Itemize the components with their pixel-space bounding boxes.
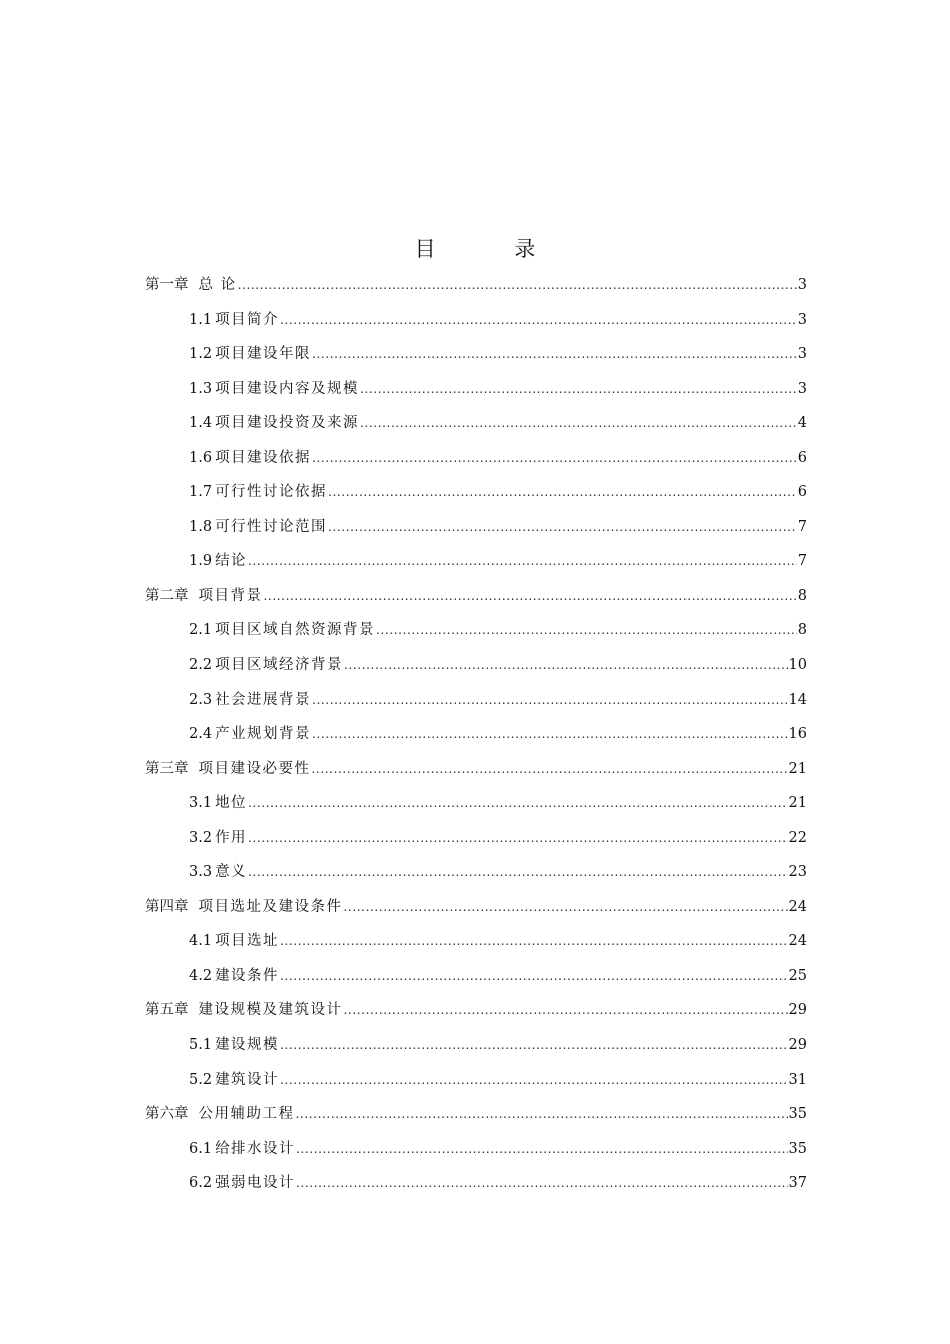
- toc-entry-number: 6.2: [189, 1175, 213, 1192]
- toc-entry-label: [189, 648, 343, 683]
- toc-entry-label: [189, 959, 279, 994]
- toc-entry-number: 1.1: [189, 311, 213, 328]
- toc-dot-leader: [248, 821, 787, 856]
- toc-section-entry[interactable]: [145, 1132, 807, 1167]
- toc-entry-number: 1.8: [189, 518, 213, 535]
- toc-page-number: 16: [788, 726, 807, 743]
- toc-dot-leader: [238, 268, 797, 303]
- toc-entry-number: 3.3: [189, 864, 213, 881]
- toc-entry-title: 意义: [215, 864, 248, 881]
- toc-page-number: 8: [797, 587, 807, 604]
- toc-page-number: 6: [797, 449, 807, 466]
- toc-entry-number: 4.1: [189, 933, 213, 950]
- toc-entry-title: 项目建设年限: [215, 346, 312, 363]
- toc-page-number: 14: [788, 691, 807, 708]
- toc-dot-leader: [296, 1097, 788, 1132]
- toc-entry-label: [189, 475, 327, 510]
- toc-entry-number: 4.2: [189, 967, 213, 984]
- toc-dot-leader: [312, 752, 788, 787]
- toc-page-number: 21: [788, 760, 807, 777]
- toc-entry-number: 5.1: [189, 1037, 213, 1054]
- toc-entry-number: 1.6: [189, 449, 213, 466]
- toc-dot-leader: [280, 1063, 787, 1098]
- toc-dot-leader: [360, 372, 797, 407]
- toc-section-entry[interactable]: [145, 406, 807, 441]
- toc-dot-leader: [280, 924, 787, 959]
- toc-entry-label: [189, 613, 375, 648]
- toc-page-number: 35: [788, 1106, 807, 1123]
- toc-entry-title: 项目建设内容及规模: [215, 380, 360, 397]
- toc-entry-title: 项目建设投资及来源: [215, 415, 360, 432]
- toc-entry-title: 作用: [215, 829, 248, 846]
- toc-section-entry[interactable]: [145, 544, 807, 579]
- toc-page-number: 35: [788, 1140, 807, 1157]
- toc-dot-leader: [264, 579, 797, 614]
- toc-entry-label: [145, 579, 263, 614]
- toc-dot-leader: [360, 406, 797, 441]
- toc-entry-label: [145, 268, 237, 303]
- toc-entry-label: [189, 821, 247, 856]
- toc-entry-number: 2.2: [189, 657, 213, 674]
- toc-page-number: 29: [788, 1037, 807, 1054]
- toc-section-entry[interactable]: [145, 510, 807, 545]
- toc-entry-title: 项目建设依据: [215, 449, 312, 466]
- toc-entry-label: [189, 337, 311, 372]
- toc-entry-title: 给排水设计: [215, 1140, 296, 1157]
- toc-entry-label: [189, 406, 359, 441]
- toc-entry-number: 2.3: [189, 691, 213, 708]
- toc-section-entry[interactable]: [145, 648, 807, 683]
- toc-entry-number: 第五章: [145, 1002, 189, 1019]
- toc-entry-title: 项目区域自然资源背景: [215, 622, 376, 639]
- toc-chapter-entry[interactable]: [145, 1097, 807, 1132]
- toc-entry-title: 可行性讨论范围: [215, 518, 328, 535]
- toc-page-number: 24: [788, 898, 807, 915]
- toc-entry-number: 6.1: [189, 1140, 213, 1157]
- toc-section-entry[interactable]: [145, 1028, 807, 1063]
- toc-title: 目 录: [414, 237, 572, 261]
- toc-dot-leader: [328, 510, 797, 545]
- toc-entry-label: [145, 752, 311, 787]
- toc-entry-label: [189, 441, 311, 476]
- toc-dot-leader: [280, 959, 787, 994]
- toc-entry-label: [189, 1166, 295, 1201]
- toc-chapter-entry[interactable]: [145, 268, 807, 303]
- toc-dot-leader: [312, 683, 787, 718]
- toc-entry-number: 3.2: [189, 829, 213, 846]
- toc-page-number: 8: [797, 622, 807, 639]
- toc-entry-title: 项目选址及建设条件: [198, 898, 343, 915]
- toc-page-number: 3: [797, 346, 807, 363]
- toc-section-entry[interactable]: [145, 475, 807, 510]
- toc-dot-leader: [280, 1028, 787, 1063]
- toc-section-entry[interactable]: [145, 855, 807, 890]
- toc-dot-leader: [280, 303, 797, 338]
- toc-entry-title: 结论: [215, 553, 248, 570]
- toc-dot-leader: [344, 993, 788, 1028]
- toc-page-number: 24: [788, 933, 807, 950]
- toc-section-entry[interactable]: [145, 786, 807, 821]
- toc-dot-leader: [328, 475, 797, 510]
- toc-page-number: 7: [797, 518, 807, 535]
- toc-entry-label: [189, 1063, 279, 1098]
- toc-entry-label: [189, 855, 247, 890]
- toc-entry-label: [189, 303, 279, 338]
- toc-dot-leader: [344, 890, 788, 925]
- toc-section-entry[interactable]: [145, 683, 807, 718]
- toc-entry-label: [189, 924, 279, 959]
- toc-page-number: 3: [797, 311, 807, 328]
- toc-entry-title: 建设条件: [215, 967, 280, 984]
- toc-page-number: 31: [788, 1071, 807, 1088]
- toc-entry-label: [145, 993, 343, 1028]
- toc-entry-title: 项目选址: [215, 933, 280, 950]
- toc-entry-number: 1.3: [189, 380, 213, 397]
- toc-entry-label: [189, 1028, 279, 1063]
- toc-entry-number: 1.4: [189, 415, 213, 432]
- toc-entry-title: 项目区域经济背景: [215, 657, 344, 674]
- toc-dot-leader: [312, 337, 797, 372]
- toc-page-number: 22: [788, 829, 807, 846]
- toc-entry-label: [189, 786, 247, 821]
- toc-entry-title: 项目简介: [215, 311, 280, 328]
- toc-page-number: 7: [797, 553, 807, 570]
- toc-entry-label: [145, 1097, 295, 1132]
- toc-entry-number: 1.2: [189, 346, 213, 363]
- toc-entry-number: 第四章: [145, 898, 189, 915]
- toc-page-number: 3: [797, 380, 807, 397]
- toc-chapter-entry[interactable]: [145, 752, 807, 787]
- toc-entry-number: 第六章: [145, 1106, 189, 1123]
- toc-page-number: 25: [788, 967, 807, 984]
- toc-entry-number: 第二章: [145, 587, 189, 604]
- toc-entry-label: [145, 890, 343, 925]
- toc-page-number: 10: [788, 657, 807, 674]
- toc-entry-number: 第一章: [145, 277, 189, 293]
- toc-entry-title: 建设规模及建筑设计: [198, 1002, 343, 1019]
- toc-dot-leader: [344, 648, 787, 683]
- toc-entry-label: [189, 1132, 295, 1167]
- toc-entry-number: 第三章: [145, 760, 189, 777]
- toc-entry-title: 地位: [215, 795, 248, 812]
- toc-section-entry[interactable]: [145, 337, 807, 372]
- toc-entry-title: 可行性讨论依据: [215, 484, 328, 501]
- toc-dot-leader: [248, 544, 797, 579]
- toc-chapter-entry[interactable]: [145, 993, 807, 1028]
- toc-entry-label: [189, 510, 327, 545]
- table-of-contents: [145, 268, 807, 1201]
- toc-entry-label: [189, 372, 359, 407]
- toc-entry-title: 项目背景: [198, 587, 263, 604]
- toc-entry-title: 建设规模: [215, 1037, 280, 1054]
- toc-page-number: 21: [788, 795, 807, 812]
- toc-dot-leader: [248, 855, 787, 890]
- toc-entry-number: 3.1: [189, 795, 213, 812]
- toc-page-number: 23: [788, 864, 807, 881]
- toc-entry-label: [189, 683, 311, 718]
- toc-entry-title: 强弱电设计: [215, 1175, 296, 1192]
- toc-section-entry[interactable]: [145, 303, 807, 338]
- toc-page-number: 3: [797, 277, 807, 293]
- toc-section-entry[interactable]: [145, 372, 807, 407]
- toc-entry-title: 社会进展背景: [215, 691, 312, 708]
- toc-dot-leader: [376, 613, 797, 648]
- toc-entry-number: 5.2: [189, 1071, 213, 1088]
- toc-page-number: 6: [797, 484, 807, 501]
- toc-section-entry[interactable]: [145, 924, 807, 959]
- toc-entry-number: 1.7: [189, 484, 213, 501]
- toc-page-number: 29: [788, 1002, 807, 1019]
- toc-chapter-entry[interactable]: [145, 890, 807, 925]
- toc-section-entry[interactable]: [145, 821, 807, 856]
- toc-entry-label: [189, 717, 311, 752]
- toc-entry-label: [189, 544, 247, 579]
- toc-section-entry[interactable]: [145, 1166, 807, 1201]
- toc-dot-leader: [296, 1166, 787, 1201]
- toc-section-entry[interactable]: [145, 959, 807, 994]
- toc-section-entry[interactable]: [145, 441, 807, 476]
- toc-entry-title: 产业规划背景: [215, 726, 312, 743]
- toc-dot-leader: [312, 441, 797, 476]
- toc-entry-title: 建筑设计: [215, 1071, 280, 1088]
- toc-chapter-entry[interactable]: [145, 579, 807, 614]
- toc-dot-leader: [296, 1132, 787, 1167]
- toc-dot-leader: [312, 717, 787, 752]
- toc-section-entry[interactable]: [145, 717, 807, 752]
- toc-section-entry[interactable]: [145, 1063, 807, 1098]
- toc-entry-title: 总 论: [198, 277, 237, 293]
- toc-dot-leader: [248, 786, 787, 821]
- toc-entry-title: 项目建设必要性: [198, 760, 311, 777]
- toc-entry-number: 2.4: [189, 726, 213, 743]
- toc-page-number: 4: [797, 415, 807, 432]
- toc-entry-number: 2.1: [189, 622, 213, 639]
- toc-entry-title: 公用辅助工程: [198, 1106, 295, 1123]
- toc-entry-number: 1.9: [189, 553, 213, 570]
- toc-section-entry[interactable]: [145, 613, 807, 648]
- toc-page-number: 37: [788, 1175, 807, 1192]
